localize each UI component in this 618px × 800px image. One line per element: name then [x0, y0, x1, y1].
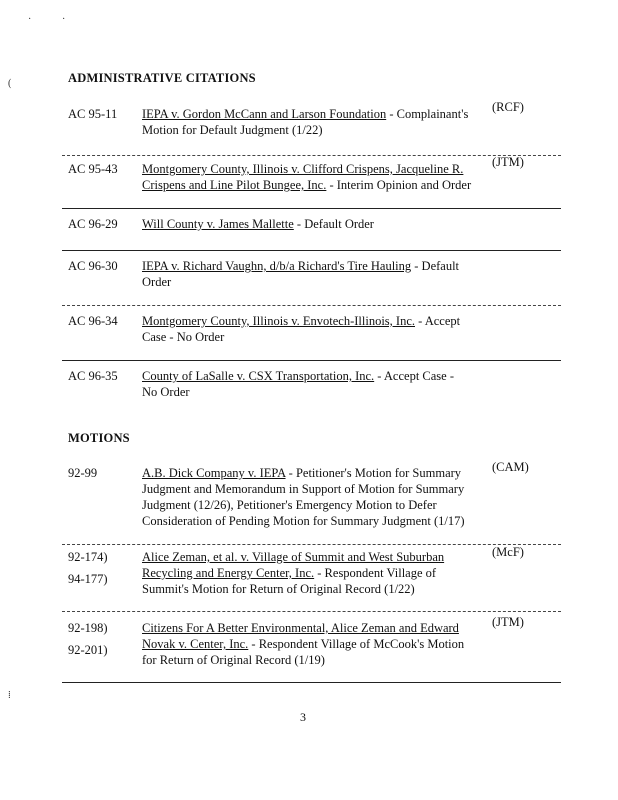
case-number-secondary: 92-201) [68, 643, 108, 657]
case-action: - Default Order [142, 259, 460, 289]
entry-divider [62, 305, 561, 306]
case-action: - Complainant's Motion for Default Judgment (1/22) [142, 107, 469, 137]
entry-divider [62, 611, 561, 612]
page-number: 3 [300, 710, 306, 724]
case-title: Montgomery County, Illinois v. Clifford Crispens, Jacqueline R. Crispens and Line Pilot Bungee, Inc. [142, 162, 464, 192]
judge-initials: (CAM) [492, 460, 529, 474]
scan-mark: ( [8, 78, 12, 89]
scan-mark: ⁞ [8, 690, 11, 701]
case-number: AC 96-34 [68, 314, 118, 328]
entry-divider [62, 155, 561, 156]
case-description [142, 465, 472, 529]
case-number: 92-99 [68, 466, 98, 480]
scan-speck: · [28, 14, 32, 25]
case-number-secondary: 94-177) [68, 572, 108, 586]
case-description [142, 313, 472, 345]
case-description [142, 368, 472, 400]
case-number: 92-174) [68, 550, 108, 564]
case-action: - Accept Case - No Order [142, 369, 454, 399]
case-number: AC 96-35 [68, 369, 118, 383]
case-number: AC 95-11 [68, 107, 118, 121]
case-action: - Petitioner's Motion for Summary Judgment and Memorandum in Support of Motion for Summary Judgment (12/26), Petitioner's Emergency Motion to Defer Consideration of Pending Motion for Summary Judgment (1/17) [142, 466, 465, 528]
judge-initials: (JTM) [492, 155, 524, 169]
case-description [142, 161, 472, 193]
scan-speck: · [62, 14, 66, 25]
entry-divider [62, 250, 561, 251]
case-action: - Respondent Village of Summit's Motion for Return of Original Record (1/22) [142, 566, 437, 596]
case-action: - Default Order [293, 217, 374, 231]
case-number: 92-198) [68, 621, 108, 635]
entry-divider [62, 544, 561, 545]
case-action: - Interim Opinion and Order [326, 178, 472, 192]
case-description [142, 216, 472, 232]
section-heading-motions: MOTIONS [68, 431, 130, 445]
entry-divider [62, 360, 561, 361]
case-number: AC 96-29 [68, 217, 118, 231]
case-title: Citizens For A Better Environmental, Alice Zeman and Edward Novak v. Center, Inc. [142, 621, 459, 651]
case-title: IEPA v. Gordon McCann and Larson Foundation [142, 107, 387, 121]
case-title: A.B. Dick Company v. IEPA [142, 466, 286, 480]
case-number: AC 96-30 [68, 259, 118, 273]
judge-initials: (JTM) [492, 615, 524, 629]
section-heading-administrative-citations: ADMINISTRATIVE CITATIONS [68, 71, 256, 85]
case-title: Alice Zeman, et al. v. Village of Summit and West Suburban Recycling and Energy Center, Inc. [142, 550, 445, 580]
case-title: Montgomery County, Illinois v. Envotech-Illinois, Inc. [142, 314, 415, 328]
judge-initials: (RCF) [492, 100, 524, 114]
case-description [142, 106, 472, 138]
judge-initials: (McF) [492, 545, 524, 559]
case-description [142, 258, 472, 290]
case-description [142, 549, 472, 597]
case-title: Will County v. James Mallette [142, 217, 294, 231]
case-action: - Accept Case - No Order [142, 314, 461, 344]
case-number: AC 95-43 [68, 162, 118, 176]
entry-divider [62, 208, 561, 209]
case-title: IEPA v. Richard Vaughn, d/b/a Richard's Tire Hauling [142, 259, 412, 273]
case-action: - Respondent Village of McCook's Motion for Return of Original Record (1/19) [142, 637, 465, 667]
case-title: County of LaSalle v. CSX Transportation, Inc. [142, 369, 375, 383]
entry-divider [62, 682, 561, 683]
case-description [142, 620, 472, 668]
